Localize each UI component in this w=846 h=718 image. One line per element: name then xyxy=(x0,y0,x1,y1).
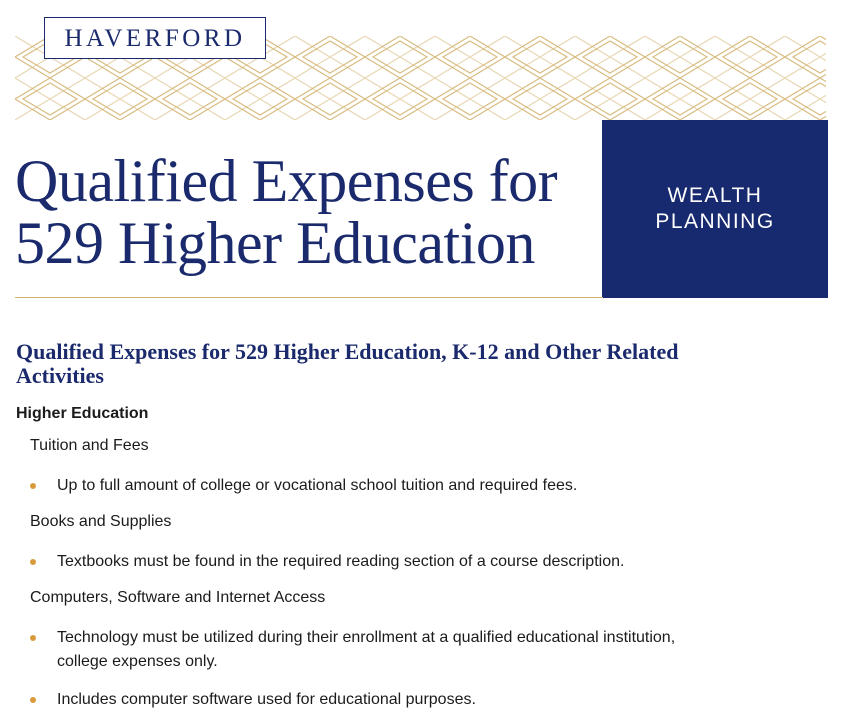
bullet-icon xyxy=(30,559,36,565)
page-title xyxy=(15,150,595,274)
haverford-logo xyxy=(44,17,266,59)
section-title: Qualified Expenses for 529 Higher Education, K-12 and Other Related Activities xyxy=(16,339,679,388)
bullet-icon xyxy=(30,635,36,641)
list-item-text: Technology must be utilized during their enrollment at a qualified educational institution, college expenses only. xyxy=(57,629,676,670)
subsection-heading: Higher Education xyxy=(16,405,149,422)
category-label: Tuition and Fees xyxy=(30,437,149,454)
title-line-2: 529 Higher Education xyxy=(15,210,535,276)
logo-text: HAVERFORD xyxy=(64,24,246,52)
category-label: Computers, Software and Internet Access xyxy=(30,589,326,606)
title-line-1: Qualified Expenses for xyxy=(15,148,558,214)
bullet-icon xyxy=(30,697,36,703)
list-item xyxy=(30,688,690,712)
badge-line-2: PLANNING xyxy=(655,210,775,233)
badge-line-1: WEALTH xyxy=(667,184,763,207)
list-item xyxy=(30,550,690,574)
category-badge xyxy=(602,120,828,298)
title-divider xyxy=(15,297,603,298)
list-item xyxy=(30,626,690,674)
bullet-icon xyxy=(30,483,36,489)
list-item-text: Up to full amount of college or vocational school tuition and required fees. xyxy=(57,477,578,494)
category-label: Books and Supplies xyxy=(30,513,172,530)
list-item xyxy=(30,474,690,498)
list-item-text: Textbooks must be found in the required reading section of a course description. xyxy=(57,553,625,570)
list-item-text: Includes computer software used for educational purposes. xyxy=(57,691,476,708)
